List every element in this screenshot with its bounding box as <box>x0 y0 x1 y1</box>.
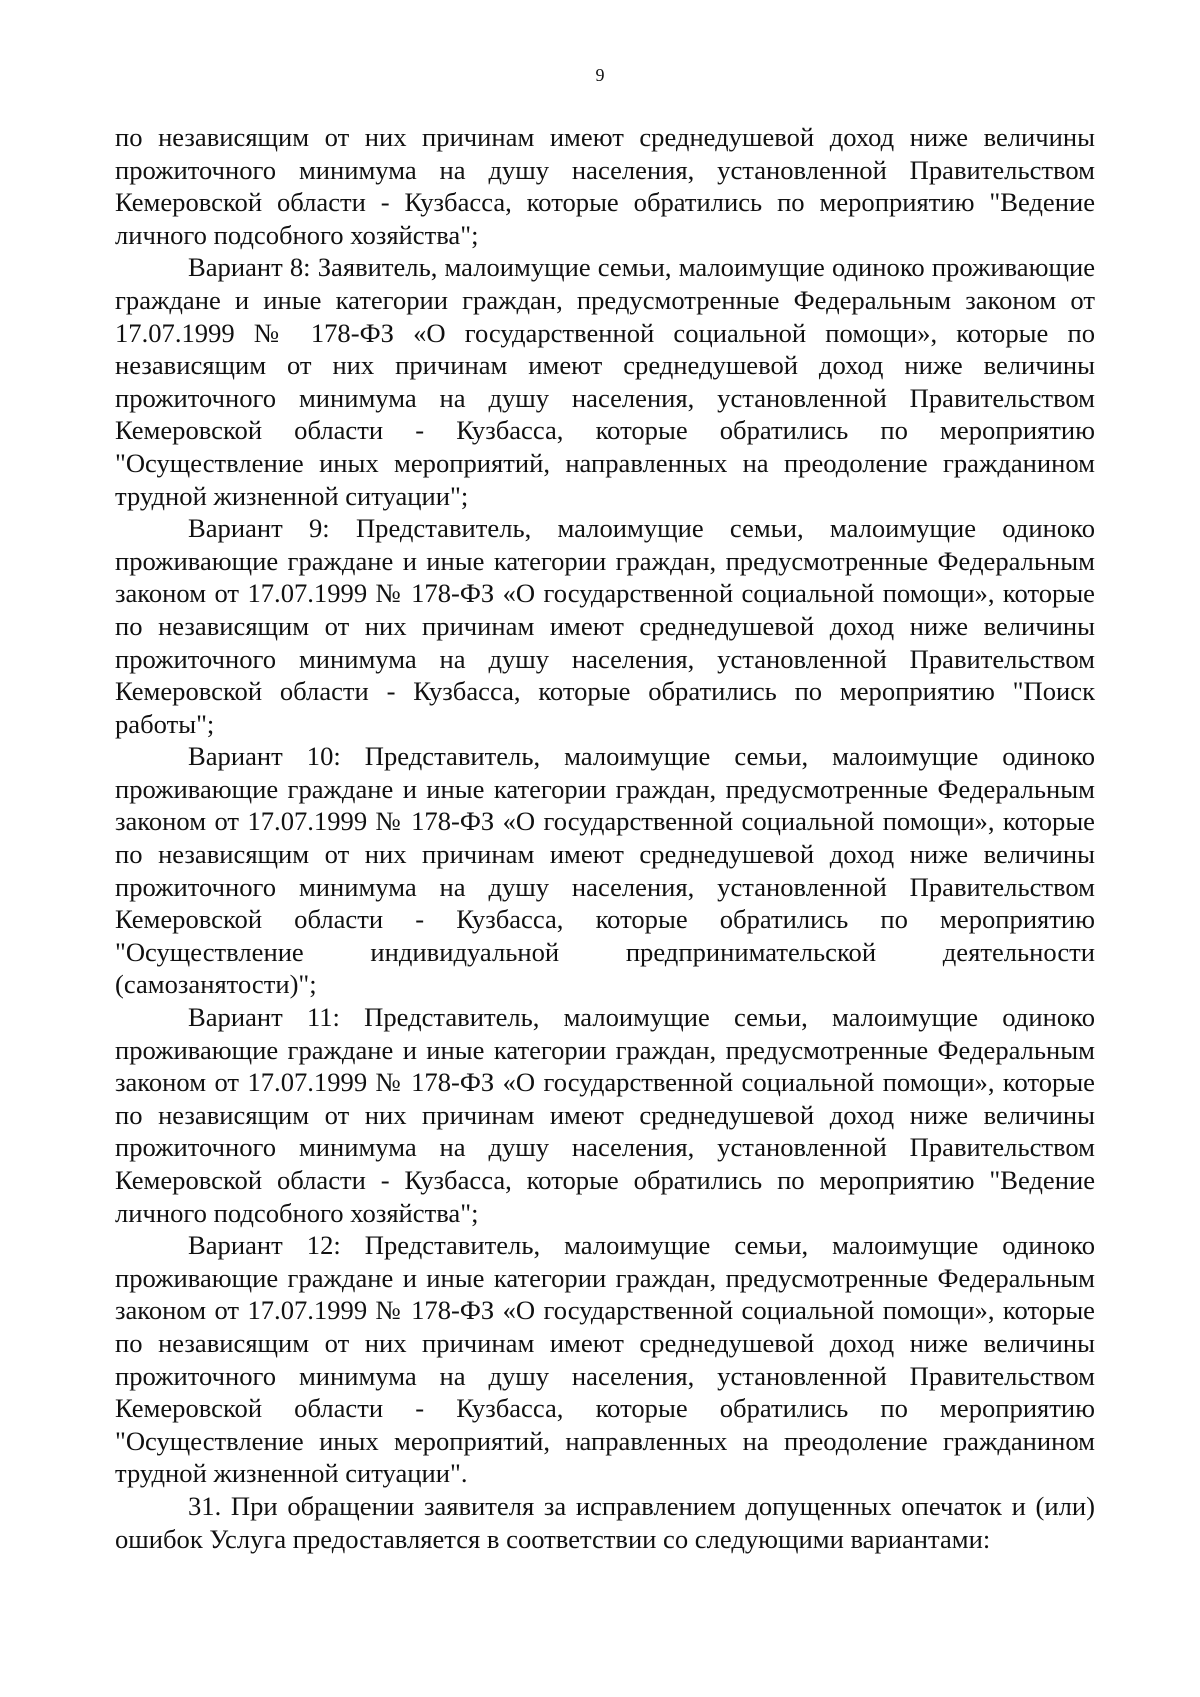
paragraph-variant-12: Вариант 12: Представитель, малоимущие семьи, малоимущие одиноко проживающие граждане и иные категории граждан, предусмотренные Федеральным законом от 17.07.1999 № 178-ФЗ «О государственной социальной помощи», которые по независящим от них причинам имеют среднедушевой доход ниже величины прожиточного минимума на душу населения, установленной Правительством Кемеровской области - Кузбасса, которые обратились по мероприятию "Осуществление иных мероприятий, направленных на преодоление гражданином трудной жизненной ситуации". <box>115 1230 1095 1489</box>
document-body <box>115 121 1095 1555</box>
page-number: 9 <box>595 65 605 85</box>
paragraph-variant-8: Вариант 8: Заявитель, малоимущие семьи, малоимущие одиноко проживающие граждане и иные категории граждан, предусмотренные Федеральным законом от 17.07.1999 № 178-ФЗ «О государственной социальной помощи», которые по независящим от них причинам имеют среднедушевой доход ниже величины прожиточного минимума на душу населения, установленной Правительством Кемеровской области - Кузбасса, которые обратились по мероприятию "Осуществление иных мероприятий, направленных на преодоление гражданином трудной жизненной ситуации"; <box>115 252 1095 511</box>
paragraph-variant-10: Вариант 10: Представитель, малоимущие семьи, малоимущие одиноко проживающие граждане и иные категории граждан, предусмотренные Федеральным законом от 17.07.1999 № 178-ФЗ «О государственной социальной помощи», которые по независящим от них причинам имеют среднедушевой доход ниже величины прожиточного минимума на душу населения, установленной Правительством Кемеровской области - Кузбасса, которые обратились по мероприятию "Осуществление индивидуальной предпринимательской деятельности (самозанятости)"; <box>115 741 1095 1000</box>
paragraph-item-31: 31. При обращении заявителя за исправлением допущенных опечаток и (или) ошибок Услуга предоставляется в соответствии со следующими вариантами: <box>115 1490 1095 1554</box>
paragraph-variant-9: Вариант 9: Представитель, малоимущие семьи, малоимущие одиноко проживающие граждане и иные категории граждан, предусмотренные Федеральным законом от 17.07.1999 № 178-ФЗ «О государственной социальной помощи», которые по независящим от них причинам имеют среднедушевой доход ниже величины прожиточного минимума на душу населения, установленной Правительством Кемеровской области - Кузбасса, которые обратились по мероприятию "Поиск работы"; <box>115 513 1095 739</box>
paragraph-continuation: по независящим от них причинам имеют среднедушевой доход ниже величины прожиточного минимума на душу населения, установленной Правительством Кемеровской области - Кузбасса, которые обратились по мероприятию "Ведение личного подсобного хозяйства"; <box>115 122 1095 250</box>
paragraph-variant-11: Вариант 11: Представитель, малоимущие семьи, малоимущие одиноко проживающие граждане и иные категории граждан, предусмотренные Федеральным законом от 17.07.1999 № 178-ФЗ «О государственной социальной помощи», которые по независящим от них причинам имеют среднедушевой доход ниже величины прожиточного минимума на душу населения, установленной Правительством Кемеровской области - Кузбасса, которые обратились по мероприятию "Ведение личного подсобного хозяйства"; <box>115 1002 1095 1228</box>
